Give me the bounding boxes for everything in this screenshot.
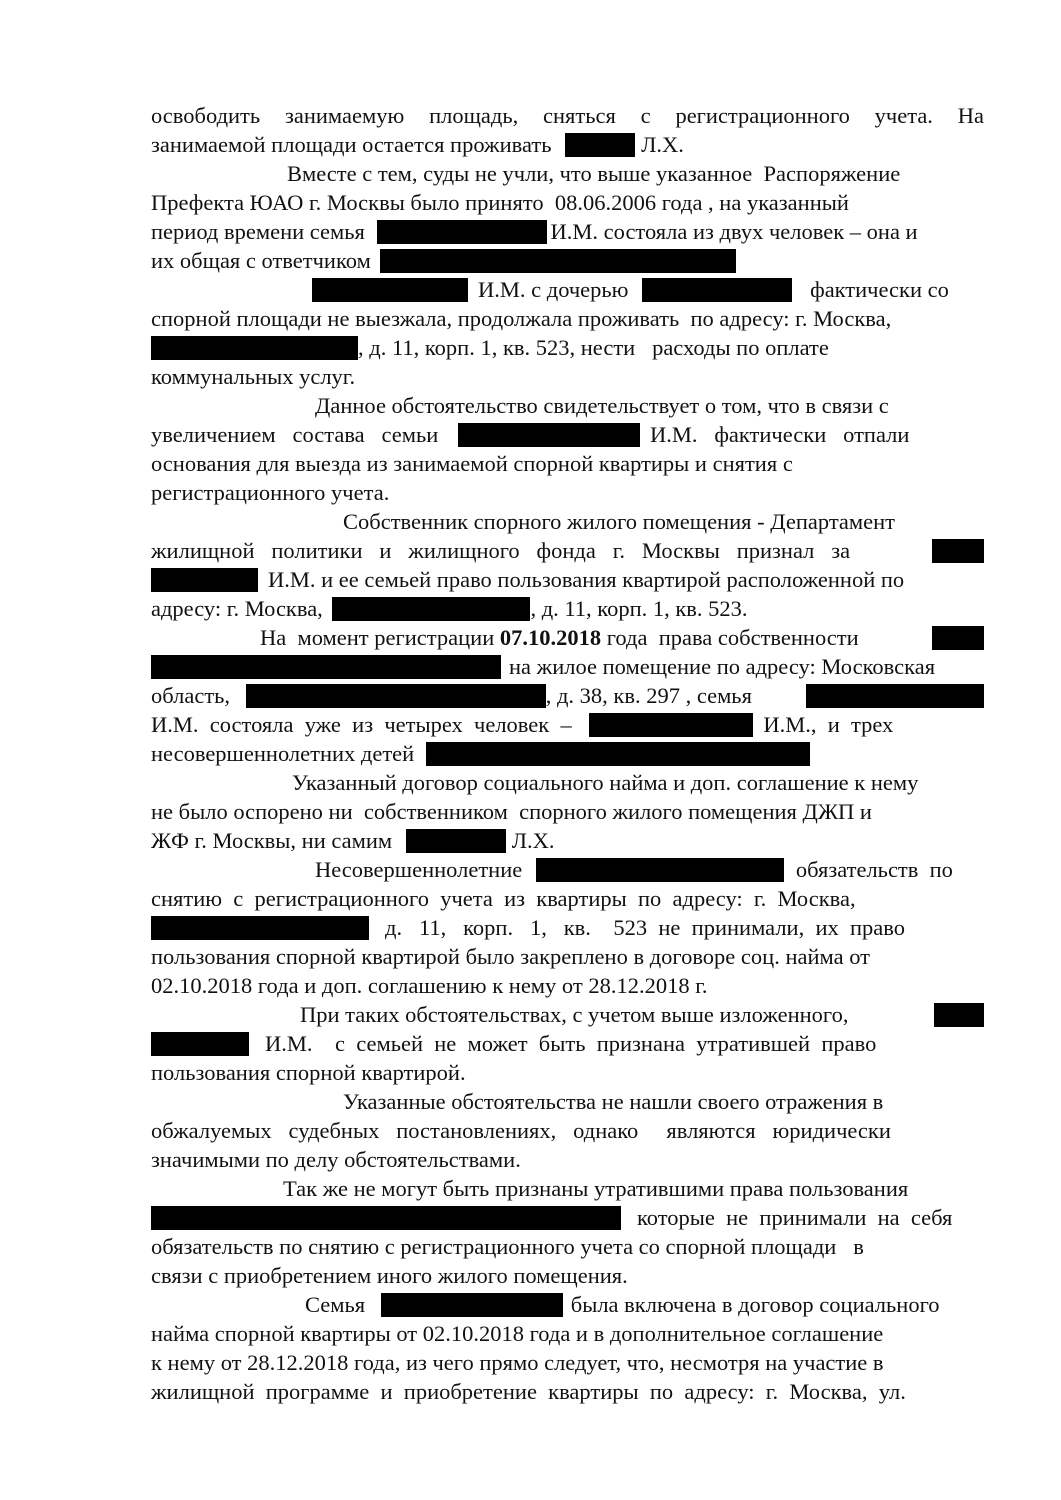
text-line: ЖФ г. Москвы, ни самим Л.Х. bbox=[151, 828, 555, 853]
redaction-bar bbox=[151, 336, 358, 360]
redaction-bar bbox=[406, 829, 506, 853]
text-line: Указанный договор социального найма и доп. соглашение к нему bbox=[292, 770, 919, 795]
text-line: снятию с регистрационного учета из квартиры по адресу: г. Москва, bbox=[151, 886, 856, 911]
text-line: занимаемой площади остается проживать Л.Х. bbox=[151, 132, 684, 157]
redaction-bar bbox=[332, 597, 530, 621]
redaction-bar bbox=[377, 220, 547, 244]
text-line: связи с приобретением иного жилого помещения. bbox=[151, 1263, 628, 1288]
redaction-bar bbox=[151, 655, 501, 679]
text-line: Семья была включена в договор социального bbox=[305, 1292, 940, 1317]
text-line: обжалуемых судебных постановлениях, однако являются юридически bbox=[151, 1118, 891, 1143]
text-line: д. 11, корп. 1, кв. 523 не принимали, их право bbox=[151, 914, 984, 944]
redaction-bar bbox=[536, 858, 784, 882]
text-line: к нему от 28.12.2018 года, из чего прямо следует, что, несмотря на участие в bbox=[151, 1350, 884, 1375]
text-line: И.М. и ее семьей право пользования квартирой расположенной по bbox=[151, 566, 984, 596]
text-line: несовершеннолетних детей bbox=[151, 740, 984, 770]
text-line: спорной площади не выезжала, продолжала проживать по адресу: г. Москва, bbox=[151, 306, 892, 331]
text-line: пользования спорной квартирой было закреплено в договоре соц. найма от bbox=[151, 944, 870, 969]
redaction-bar bbox=[151, 916, 369, 940]
redaction-bar bbox=[806, 684, 984, 708]
text-line: жилищной политики и жилищного фонда г. Москвы признал за bbox=[151, 537, 984, 567]
redaction-bar bbox=[151, 1032, 249, 1056]
text-line: адресу: г. Москва, , д. 11, корп. 1, кв. 523. bbox=[151, 596, 748, 621]
text-line: на жилое помещение по адресу: Московская bbox=[151, 653, 984, 683]
text-line: И.М. с дочерью фактически со bbox=[312, 276, 984, 306]
text-line: Префекта ЮАО г. Москвы было принято 08.06.2006 года , на указанный bbox=[151, 190, 849, 215]
text-line: Данное обстоятельство свидетельствует о том, что в связи с bbox=[315, 393, 889, 418]
redaction-bar bbox=[932, 539, 984, 563]
text-line: Так же не могут быть признаны утратившими права пользования bbox=[283, 1176, 909, 1201]
text-line: регистрационного учета. bbox=[151, 480, 390, 505]
text-line: При таких обстоятельствах, с учетом выше изложенного, bbox=[300, 1001, 984, 1031]
redaction-bar bbox=[458, 423, 640, 447]
text-line: Указанные обстоятельства не нашли своего отражения в bbox=[343, 1089, 884, 1114]
redaction-bar bbox=[932, 626, 984, 650]
text-line: найма спорной квартиры от 02.10.2018 года и в дополнительное соглашение bbox=[151, 1321, 884, 1346]
text-line: область, , д. 38, кв. 297 , семья bbox=[151, 682, 984, 712]
text-line: их общая с ответчиком bbox=[151, 247, 984, 277]
redaction-bar bbox=[380, 249, 736, 273]
text-line: , д. 11, корп. 1, кв. 523, нести расходы по оплате bbox=[151, 334, 984, 364]
text-line: обязательств по снятию с регистрационного учета со спорной площади в bbox=[151, 1234, 864, 1259]
redaction-bar bbox=[642, 278, 792, 302]
redaction-bar bbox=[312, 278, 468, 302]
text-line: освободить занимаемую площадь, сняться с регистрационного учета. На bbox=[151, 103, 984, 128]
text-line: Вместе с тем, суды не учли, что выше указанное Распоряжение bbox=[287, 161, 901, 186]
redaction-bar bbox=[565, 133, 635, 157]
text-line: жилищной программе и приобретение квартиры по адресу: г. Москва, ул. bbox=[151, 1379, 906, 1404]
text-line: 02.10.2018 года и доп. соглашению к нему от 28.12.2018 г. bbox=[151, 973, 708, 998]
text-line: пользования спорной квартирой. bbox=[151, 1060, 466, 1085]
redaction-bar bbox=[151, 568, 258, 592]
text-line: коммунальных услуг. bbox=[151, 364, 356, 389]
redaction-bar bbox=[381, 1293, 563, 1317]
text-line: значимыми по делу обстоятельствами. bbox=[151, 1147, 521, 1172]
text-line: И.М. с семьей не может быть признана утратившей право bbox=[151, 1030, 984, 1060]
text-line: увеличением состава семьи И.М. фактически отпали bbox=[151, 422, 910, 447]
text-line: И.М. состояла уже из четырех человек – И.М., и трех bbox=[151, 712, 894, 737]
redaction-bar bbox=[589, 713, 753, 737]
redaction-bar bbox=[151, 1206, 621, 1230]
text-line: основания для выезда из занимаемой спорной квартиры и снятия с bbox=[151, 451, 793, 476]
text-line: Несовершеннолетние обязательств по bbox=[315, 857, 953, 882]
text-line: На момент регистрации 07.10.2018 года права собственности bbox=[260, 624, 984, 654]
redaction-bar bbox=[426, 742, 810, 766]
text-line: не было оспорено ни собственником спорного жилого помещения ДЖП и bbox=[151, 799, 872, 824]
redaction-bar bbox=[934, 1003, 984, 1027]
text-line: которые не принимали на себя bbox=[151, 1204, 984, 1234]
redaction-bar bbox=[246, 684, 546, 708]
text-line: Собственник спорного жилого помещения - Департамент bbox=[343, 509, 896, 534]
text-line: период времени семья И.М. состояла из двух человек – она и bbox=[151, 219, 918, 244]
